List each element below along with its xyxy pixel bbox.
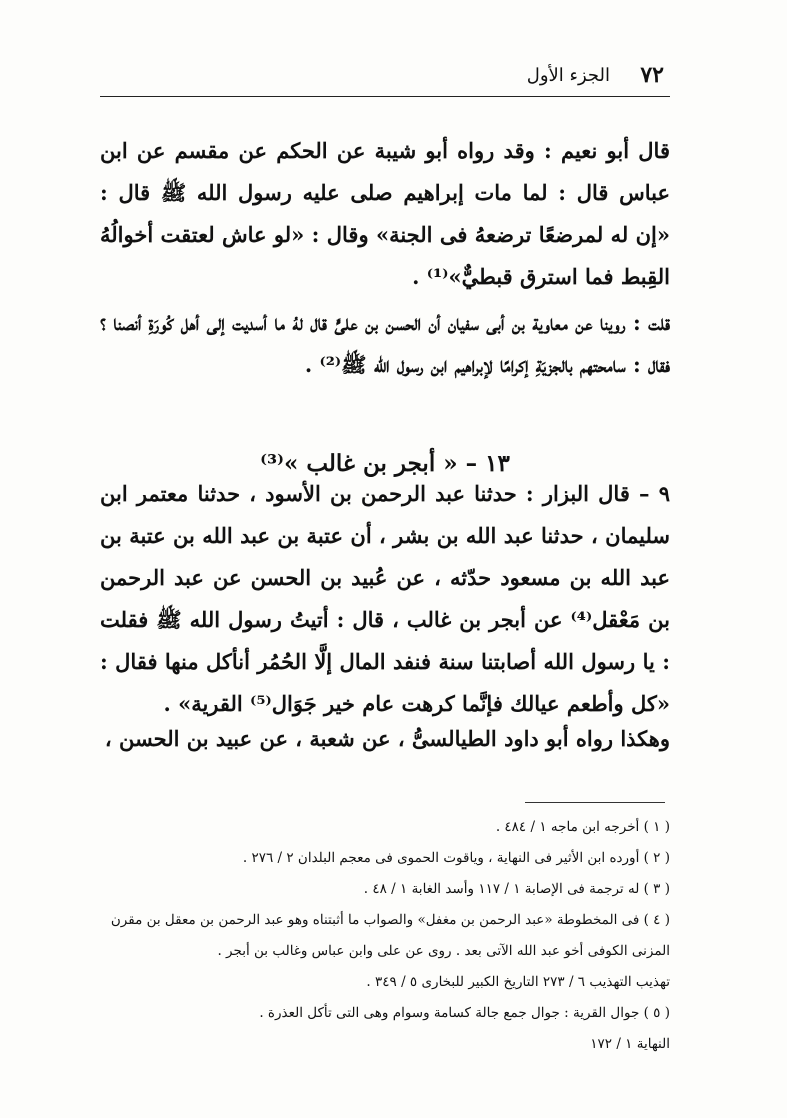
footnote-4-refs: تهذيب التهذيب ٦ / ٢٧٣ التاريخ الكبير للبخارى ٥ / ٣٤٩ . (366, 974, 670, 990)
footnotes (105, 812, 670, 1060)
paragraph-hadith-9: ٩ – قال البزار : حدثنا عبد الرحمن بن الأسود ، حدثنا معتمر ابن سليمان ، حدثنا عبد الله بن بشر ، أن عتبة بن عبد الله بن عتبة بن عبد الله بن مسعود حدّثه ، عن عُبيد بن الحسن عن عبد الرحمن بن مَعْقل⁽⁴⁾ عن أبجر بن غالب ، قال : أتيتُ رسول الله ﷺ فقلت : يا رسول الله أصابتنا سنة فنفد المال إلَّا الحُمُر أنأكل منها فقال : «كل وأطعم عيالك فإنَّما كرهت عام خير جَوَال⁽⁵⁾ القرية» . (100, 481, 670, 716)
paragraph-abu-nuaym: قال أبو نعيم : وقد رواه أبو شيبة عن الحكم عن مقسم عن ابن عباس قال : لما مات إبراهيم صلى عليه رسول الله ﷺ قال : «إن له لمرضعًا ترضعهُ فى الجنة» وقال : «لو عاش لعتقت أخوالُهُ القِبط فما استرق قبطيٌّ»⁽¹⁾ . (100, 138, 670, 289)
page-header (100, 62, 670, 96)
paragraph-tayalisi: وهكذا رواه أبو داود الطيالسىُّ ، عن شعبة ، عن عبيد بن الحسن ، (104, 726, 670, 751)
section-heading: ١٣ – « أبجر بن غالب »⁽³⁾ (260, 450, 510, 477)
footnote-5-ref: النهاية ١ / ١٧٢ (590, 1036, 670, 1052)
footnote-1: ( ١ ) أخرجه ابن ماجه ١ / ٤٨٤ . (495, 819, 670, 835)
footnote-5: ( ٥ ) جوال القرية : جوال جمع جالة كسامة وسوام وهى التى تأكل العذرة . (259, 1005, 670, 1021)
footnote-rule (525, 802, 665, 803)
header-rule (100, 96, 670, 97)
footnote-3: ( ٣ ) له ترجمة فى الإصابة ١ / ١١٧ وأسد الغابة ١ / ٤٨ . (363, 881, 670, 897)
paragraph-muawiya: قلت : روينا عن معاوية بن أبى سفيان أن الحسن بن علىٍّ قال لهُ ما أسديت إلى أهل كُورَةِ أنصنا ؟ فقال : سامحتهم بالجزيَةِ إكرامًا لإبراهيم ابن رسول الله ﷺ⁽²⁾ . (100, 310, 670, 377)
footnote-4: ( ٤ ) فى المخطوطة «عبد الرحمن بن مغفل» والصواب ما أثبتناه وهو عبد الرحمن بن معقل بن مقرن المزنى الكوفى أخو عبد الله الآتى بعد . روى عن على وابن عباس وغالب بن أبجر . (110, 912, 670, 959)
running-title: الجزء الأول (526, 65, 610, 86)
page-number: ٧٢ (640, 62, 664, 88)
footnote-2: ( ٢ ) أورده ابن الأثير فى النهاية ، وياقوت الحموى فى معجم البلدان ٢ / ٢٧٦ . (242, 850, 670, 866)
